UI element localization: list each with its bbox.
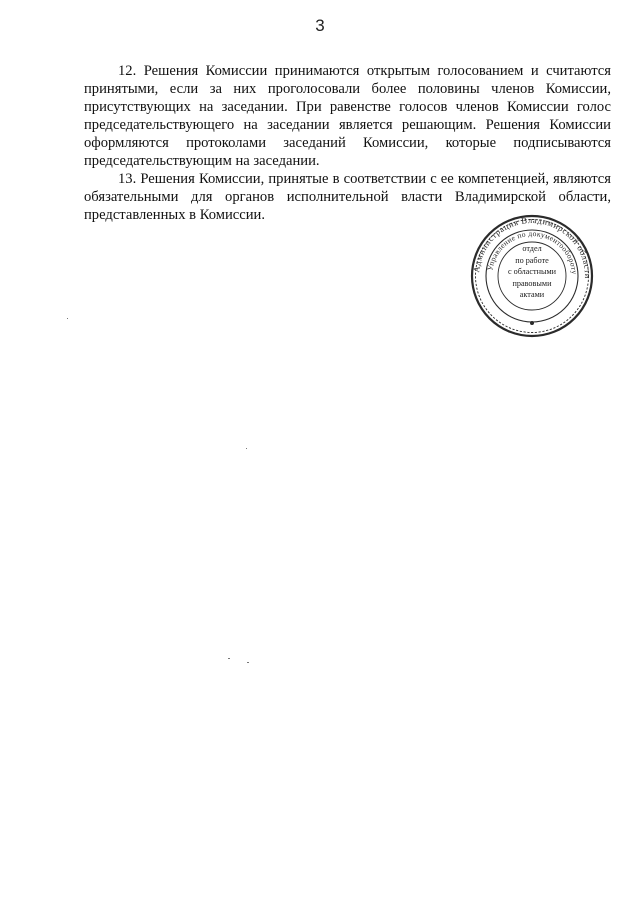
paragraph-13: 13. Решения Комиссии, принятые в соответствии с ее компетенцией, являются обязательными для органов исполнительной власти Владимирской области, представленных в Комиссии. <box>84 171 611 223</box>
scan-speck <box>246 448 247 449</box>
stamp-center-text <box>492 243 572 301</box>
stamp-center-line: по работе <box>515 255 549 265</box>
scan-speck <box>228 658 230 659</box>
stamp-center-line: с областными <box>507 267 557 276</box>
stamp-dot-mark <box>530 321 534 325</box>
stamp-outer-ring-text: Администрация Владимирской области <box>471 214 594 280</box>
document-body <box>84 62 611 224</box>
paragraph-12: 12. Решения Комиссии принимаются открытым голосованием и считаются принятыми, если за них проголосовали более половины членов Комиссии, присутствующих на заседании. При равенстве голосов членов Комиссии голос председательствующего на заседании является решающим. Решения Комиссии оформляются протоколами заседаний Комиссии, которые подписываются председательствующим на заседании. <box>84 63 611 169</box>
scan-speck <box>247 662 249 663</box>
stamp-center-line: отдел <box>522 244 542 253</box>
official-stamp <box>470 214 594 338</box>
page-number: 3 <box>315 16 325 35</box>
stamp-center-line: правовыми <box>512 278 552 288</box>
scan-speck <box>67 318 68 319</box>
stamp-center-line: актами <box>519 290 545 299</box>
stamp-inner-ring-text: Управление по документообороту <box>485 228 580 275</box>
